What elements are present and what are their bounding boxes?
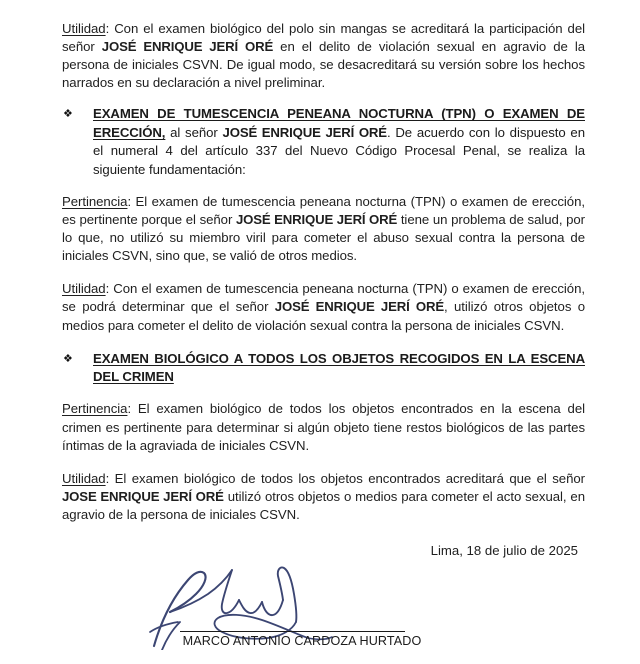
paragraph-segment-2: en el delito de violación sexual en agravio de la persona de iniciales CSVN. De igual modo, se desacreditará su versión sobre los hechos narrados en su declaración a nivel preliminar. bbox=[62, 39, 585, 91]
paragraph-label-separator: : bbox=[127, 194, 132, 209]
paragraph-label-separator: : bbox=[105, 21, 110, 36]
paragraph-label: Utilidad bbox=[62, 470, 106, 486]
paragraph-label: Pertinencia bbox=[62, 401, 128, 417]
paragraph-segment-0: Con el examen biológico del polo sin mangas se acreditará la participación del señor bbox=[62, 21, 585, 55]
person-name: JOSÉ ENRIQUE JERÍ ORÉ bbox=[101, 39, 274, 55]
person-name: JOSE ENRIQUE JERÍ ORÉ bbox=[62, 488, 224, 504]
paragraph-label-separator: : bbox=[105, 281, 110, 297]
paragraph-segment-0: El examen biológico de todos los objetos encontrados en la escena del crimen es pertinente para determinar si algún objeto tiene restos biológicos de las partes íntimas de la agraviada de iniciales CSVN. bbox=[62, 401, 585, 453]
paragraph-label-separator: : bbox=[127, 401, 132, 417]
paragraph-pertinencia-tpn bbox=[62, 193, 585, 265]
bullet-heading-body bbox=[93, 350, 585, 387]
paragraph-utilidad-tpn bbox=[62, 280, 585, 334]
bullet-diamond-icon: ❖ bbox=[63, 352, 73, 365]
paragraph-segment-0: El examen biológico de todos los objetos encontrados acreditará que el señor bbox=[109, 470, 585, 486]
bullet-heading-body bbox=[93, 105, 585, 179]
heading-segment-2: . De acuerdo con lo dispuesto en el numeral 4 del artículo 337 del Nuevo Código Procesal Penal, se realiza la siguiente fundamentación: bbox=[93, 124, 585, 177]
heading-text: EXAMEN DE TUMESCENCIA PENEANA NOCTURNA (TPN) O EXAMEN DE ERECCIÓN, bbox=[93, 106, 585, 140]
paragraph-text bbox=[62, 20, 585, 92]
paragraph-label: Pertinencia bbox=[62, 194, 128, 209]
paragraph-segment-2: , utilizó otros objetos o medios para cometer el delito de violación sexual contra la persona de iniciales CSVN. bbox=[62, 299, 586, 333]
bullet-diamond-icon: ❖ bbox=[63, 108, 73, 121]
person-name: JOSÉ ENRIQUE JERÍ ORÉ bbox=[274, 299, 445, 315]
paragraph-text bbox=[62, 400, 585, 454]
signatory-name: MARCO ANTONIO CARDOZA HURTADO bbox=[182, 634, 422, 649]
paragraph-utilidad-polo bbox=[62, 20, 585, 92]
person-name: JOSÉ ENRIQUE JERÍ ORÉ bbox=[235, 212, 398, 228]
paragraph-text bbox=[62, 470, 585, 524]
paragraph-segment-2: utilizó otros objetos o medios para cometer el acto sexual, en agravio de la persona de iniciales CSVN. bbox=[62, 488, 585, 522]
date-line: Lima, 18 de julio de 2025 bbox=[430, 543, 578, 559]
heading-segment-0: al señor bbox=[165, 124, 223, 140]
paragraph-segment-0: El examen de tumescencia peneana nocturna (TPN) o examen de erección, es pertinente porque el señor bbox=[62, 194, 585, 228]
paragraph-utilidad-escena bbox=[62, 470, 585, 524]
bullet-heading-escena-crimen bbox=[62, 350, 585, 387]
paragraph-segment-0: Con el examen de tumescencia peneana nocturna (TPN) o examen de erección, se podrá determinar que el señor bbox=[62, 281, 585, 315]
paragraph-text bbox=[62, 280, 585, 334]
paragraph-segment-2: tiene un problema de salud, por lo que, no utilizó su miembro viril para cometer el abuso sexual contra la persona de iniciales CSVN, sino que, se valió de otros medios. bbox=[62, 212, 586, 264]
paragraph-label-separator: : bbox=[105, 470, 110, 486]
signature-rule bbox=[180, 631, 405, 632]
heading-text: EXAMEN BIOLÓGICO A TODOS LOS OBJETOS RECOGIDOS EN LA ESCENA DEL CRIMEN bbox=[93, 350, 585, 385]
paragraph-pertinencia-escena bbox=[62, 400, 585, 454]
paragraph-label: Utilidad bbox=[62, 21, 106, 36]
paragraph-text bbox=[62, 193, 585, 265]
signature-zone bbox=[62, 564, 585, 664]
bullet-heading-tpn bbox=[62, 105, 585, 179]
paragraph-label: Utilidad bbox=[62, 281, 106, 297]
person-name: JOSÉ ENRIQUE JERÍ ORÉ bbox=[222, 124, 387, 140]
